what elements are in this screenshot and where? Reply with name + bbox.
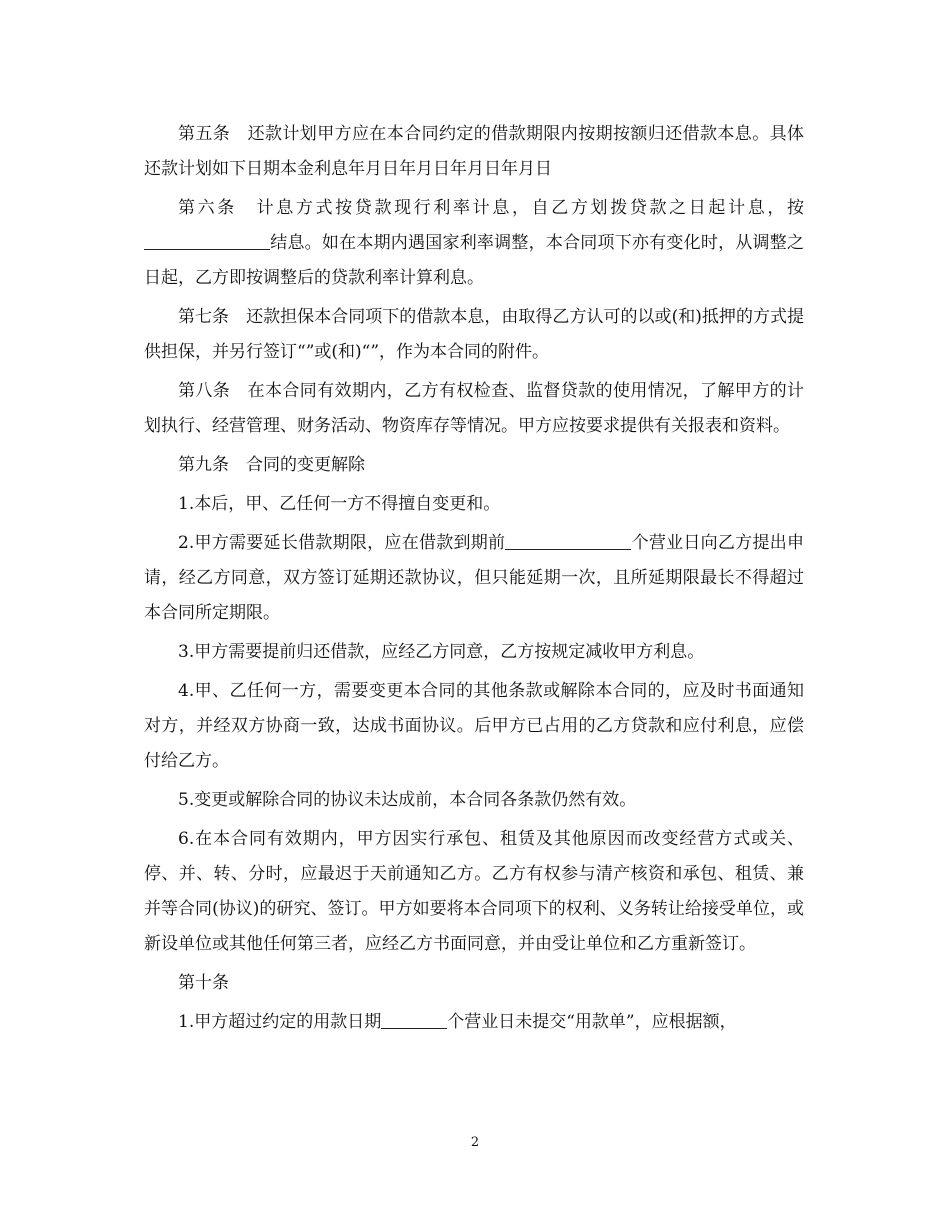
- article-7: 第七条 还款担保本合同项下的借款本息，由取得乙方认可的以或(和)抵押的方式提供担保，并另行签订“”或(和)“”，作为本合同的附件。: [144, 307, 804, 362]
- item-2-text-start: 2.甲方需要延长借款期限，应在借款到期前: [178, 533, 506, 553]
- item-2-text-end: 个营业日向乙方提出申请，经乙方同意，双方签订延期还款协议，但只能延期一次，且所延期限最长不得超过本合同所定期限。: [144, 533, 804, 623]
- article-9-item-6: 6.在本合同有效期内，甲方因实行承包、租赁及其他原因而改变经营方式或关、停、并、转、分时，应最迟于天前通知乙方。乙方有权参与清产核资和承包、租赁、兼并等合同(协议)的研究、签订。甲方如要将本合同项下的权利、义务转让给接受单位，或新设单位或其他任何第三者，应经乙方书面同意，并由受让单位和乙方重新签订。: [144, 829, 804, 954]
- fill-blank-interest-period: [144, 231, 270, 250]
- page-number: 2: [470, 1135, 480, 1150]
- article-10-heading: 第十条: [178, 973, 229, 993]
- article-9-heading: 第九条 合同的变更解除: [178, 455, 365, 475]
- article-10-item-1-text-end: 个营业日未提交“用款单”，应根据额，: [447, 1012, 737, 1032]
- article-5: 第五条 还款计划甲方应在本合同约定的借款期限内按期按额归还借款本息。具体还款计划如下日期本金利息年月日年月日年月日年月日: [144, 124, 804, 179]
- article-6: [144, 191, 804, 296]
- fill-blank-business-days: [505, 531, 631, 550]
- fill-blank-overdue-days: [381, 1010, 447, 1029]
- article-9-item-5: 5.变更或解除合同的协议未达成前，本合同各条款仍然有效。: [178, 790, 637, 810]
- article-8: 第八条 在本合同有效期内，乙方有权检查、监督贷款的使用情况，了解甲方的计划执行、经营管理、财务活动、物资库存等情况。甲方应按要求提供有关报表和资料。: [144, 381, 804, 436]
- article-9-item-1: 1.本后，甲、乙任何一方不得擅自变更和。: [178, 494, 501, 514]
- article-9-item-3: 3.甲方需要提前归还借款，应经乙方同意，乙方按规定减收甲方利息。: [178, 642, 705, 662]
- article-6-text-end: 结息。如在本期内遇国家利率调整，本合同项下亦有变化时，从调整之日起，乙方即按调整后的贷款利率计算利息。: [144, 233, 804, 288]
- article-6-text-start: 第六条 计息方式按贷款现行利率计息，自乙方划拨贷款之日起计息，按: [178, 198, 804, 218]
- article-9-item-4: 4.甲、乙任何一方，需要变更本合同的其他条款或解除本合同的，应及时书面通知对方，并经双方协商一致，达成书面协议。后甲方已占用的乙方贷款和应付利息，应偿付给乙方。: [144, 681, 804, 771]
- article-10-item-1-text-start: 1.甲方超过约定的用款日期: [178, 1012, 382, 1032]
- article-10-item-1: [144, 1005, 804, 1040]
- document-body: [144, 117, 804, 1044]
- article-9-item-2: [144, 526, 804, 631]
